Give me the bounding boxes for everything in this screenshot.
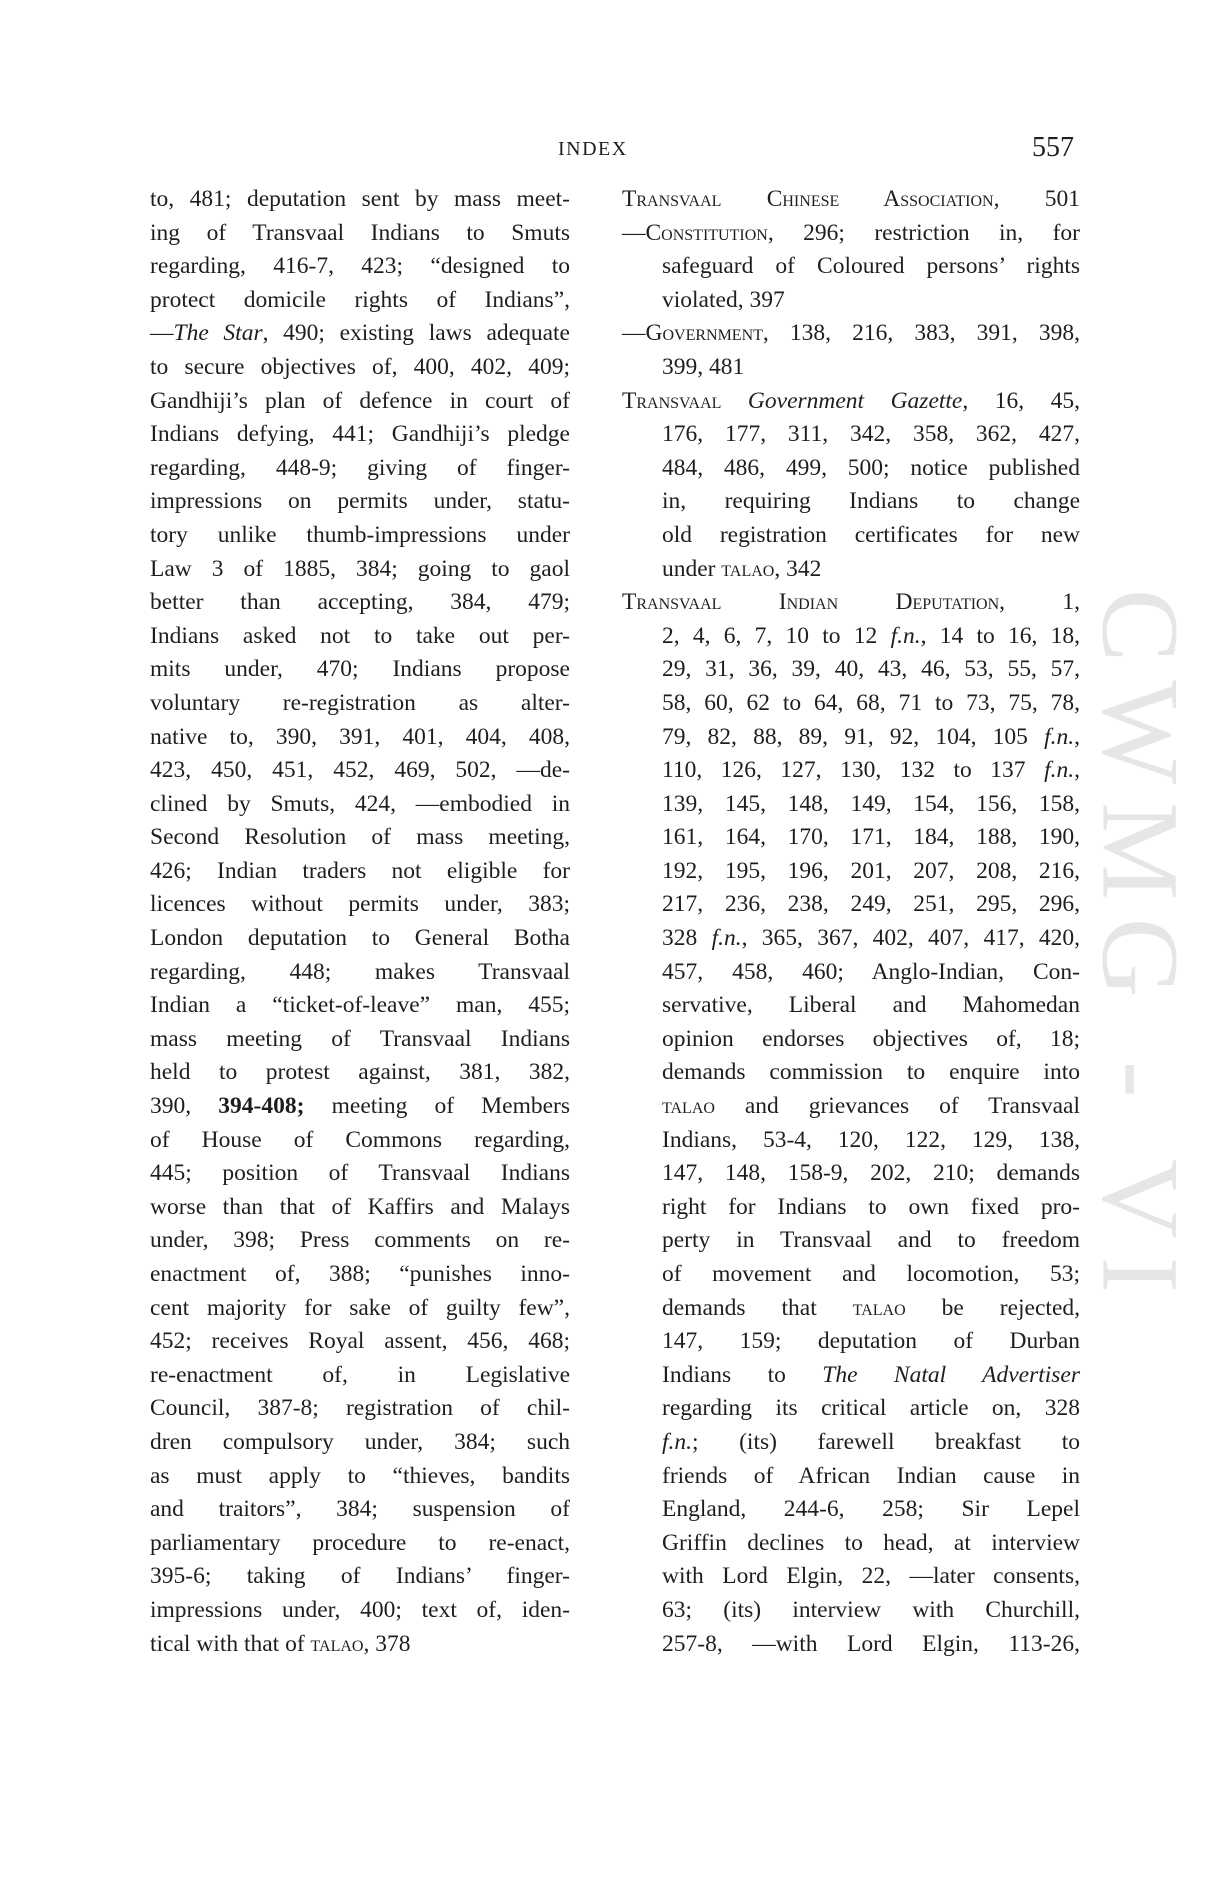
index-line: 217, 236, 238, 249, 251, 295, 296, xyxy=(662,891,1080,918)
index-line: 423, 450, 451, 452, 469, 502, —de- xyxy=(150,757,570,784)
index-line: parliamentary procedure to re-enact, xyxy=(150,1529,570,1556)
index-line: enactment of, 388; “punishes inno- xyxy=(150,1261,570,1287)
page-number: 557 xyxy=(1032,132,1074,163)
index-line: 58, 60, 62 to 64, 68, 71 to 73, 75, 78, xyxy=(662,689,1080,716)
index-line: Council, 387-8; registration of chil- xyxy=(150,1395,570,1422)
index-line: talao and grievances of Transvaal xyxy=(662,1093,1080,1120)
index-line: Indians defying, 441; Gandhiji’s pledge xyxy=(150,421,570,448)
watermark xyxy=(1080,560,1200,1340)
index-line: Transvaal Chinese Association, 501 xyxy=(622,186,1080,212)
index-line: regarding, 448; makes Transvaal xyxy=(150,958,570,985)
index-line: regarding its critical article on, 328 xyxy=(662,1395,1080,1422)
index-line: safeguard of Coloured persons’ rights xyxy=(662,253,1080,280)
index-line: 2, 4, 6, 7, 10 to 12 f.n., 14 to 16, 18, xyxy=(662,622,1081,649)
index-line: Transvaal Government Gazette, 16, 45, xyxy=(622,387,1080,414)
index-line: 452; receives Royal assent, 456, 468; xyxy=(150,1328,570,1355)
index-line: Second Resolution of mass meeting, xyxy=(150,824,570,851)
index-line: 147, 159; deputation of Durban xyxy=(662,1328,1080,1355)
index-line: native to, 390, 391, 401, 404, 408, xyxy=(150,723,570,750)
index-line: dren compulsory under, 384; such xyxy=(150,1428,570,1455)
index-line: Indians to The Natal Advertiser xyxy=(662,1361,1080,1388)
index-line: 63; (its) interview with Churchill, xyxy=(662,1596,1080,1623)
index-line: licences without permits under, 383; xyxy=(150,891,570,918)
index-line: 484, 486, 499, 500; notice published xyxy=(662,454,1080,481)
index-line: clined by Smuts, 424, —embodied in xyxy=(150,790,570,817)
page-header xyxy=(0,132,1229,166)
index-line: better than accepting, 384, 479; xyxy=(150,589,570,616)
right-column xyxy=(622,183,1080,1661)
index-line: 147, 148, 158-9, 202, 210; demands xyxy=(662,1160,1080,1187)
index-line: impressions under, 400; text of, iden- xyxy=(150,1596,570,1623)
index-line: in, requiring Indians to change xyxy=(662,488,1080,515)
index-line: right for Indians to own fixed pro- xyxy=(662,1193,1080,1220)
index-line: England, 244-6, 258; Sir Lepel xyxy=(662,1496,1080,1523)
index-line: —The Star, 490; existing laws adequate xyxy=(150,320,570,347)
index-line: opinion endorses objectives of, 18; xyxy=(662,1025,1080,1052)
index-line: 176, 177, 311, 342, 358, 362, 427, xyxy=(662,421,1080,448)
index-line: 390, 394-408; meeting of Members xyxy=(150,1093,570,1120)
index-line: f.n.; (its) farewell breakfast to xyxy=(662,1428,1080,1455)
index-line: Indians asked not to take out per- xyxy=(150,622,570,649)
index-line: to, 481; deputation sent by mass meet- xyxy=(150,186,570,212)
index-line: Indians, 53-4, 120, 122, 129, 138, xyxy=(662,1126,1080,1153)
index-line: tical with that of talao, 378 xyxy=(150,1630,411,1657)
watermark-text: CWMG - VI xyxy=(1079,588,1202,1312)
index-line: Griffin declines to head, at interview xyxy=(662,1529,1080,1556)
index-line: Indian a “ticket-of-leave” man, 455; xyxy=(150,992,570,1019)
index-line: —Constitution, 296; restriction in, for xyxy=(622,219,1080,246)
index-line: of movement and locomotion, 53; xyxy=(662,1261,1080,1287)
index-line: 139, 145, 148, 149, 154, 156, 158, xyxy=(662,790,1080,817)
index-line: regarding, 416-7, 423; “designed to xyxy=(150,253,570,280)
index-line: under, 398; Press comments on re- xyxy=(150,1227,570,1254)
index-line: held to protest against, 381, 382, xyxy=(150,1059,570,1086)
index-line: 395-6; taking of Indians’ finger- xyxy=(150,1563,570,1590)
running-title: INDEX xyxy=(558,138,628,160)
index-line: protect domicile rights of Indians”, xyxy=(150,286,570,313)
index-line: tory unlike thumb-impressions under xyxy=(150,521,570,548)
index-line: 445; position of Transvaal Indians xyxy=(150,1160,570,1187)
index-line: of House of Commons regarding, xyxy=(150,1126,570,1153)
index-line: cent majority for sake of guilty few”, xyxy=(150,1294,570,1321)
index-line: as must apply to “thieves, bandits xyxy=(150,1462,570,1489)
index-line: 192, 195, 196, 201, 207, 208, 216, xyxy=(662,857,1080,884)
index-line: 257-8, —with Lord Elgin, 113-26, xyxy=(662,1630,1080,1657)
index-line: 110, 126, 127, 130, 132 to 137 f.n., xyxy=(662,757,1080,784)
index-line: 426; Indian traders not eligible for xyxy=(150,857,570,884)
index-line: re-enactment of, in Legislative xyxy=(150,1361,570,1388)
index-line: regarding, 448-9; giving of finger- xyxy=(150,454,570,481)
index-line: ing of Transvaal Indians to Smuts xyxy=(150,219,570,246)
index-line: —Government, 138, 216, 383, 391, 398, xyxy=(622,320,1080,347)
index-line: violated, 397 xyxy=(662,286,785,313)
index-line: with Lord Elgin, 22, —later consents, xyxy=(662,1563,1080,1590)
index-line: old registration certificates for new xyxy=(662,521,1080,548)
index-line: Law 3 of 1885, 384; going to gaol xyxy=(150,555,570,582)
index-line: and traitors”, 384; suspension of xyxy=(150,1496,570,1523)
index-line: 457, 458, 460; Anglo-Indian, Con- xyxy=(662,958,1080,985)
index-line: 79, 82, 88, 89, 91, 92, 104, 105 f.n., xyxy=(662,723,1080,750)
index-line: Transvaal Indian Deputation, 1, xyxy=(622,589,1080,616)
index-line: mits under, 470; Indians propose xyxy=(150,656,570,683)
index-line: servative, Liberal and Mahomedan xyxy=(662,992,1080,1019)
index-line: mass meeting of Transvaal Indians xyxy=(150,1025,570,1052)
index-line: friends of African Indian cause in xyxy=(662,1462,1080,1489)
index-line: to secure objectives of, 400, 402, 409; xyxy=(150,353,570,380)
index-line: 29, 31, 36, 39, 40, 43, 46, 53, 55, 57, xyxy=(662,656,1080,683)
index-line: perty in Transvaal and to freedom xyxy=(662,1227,1080,1254)
index-line: impressions on permits under, statu- xyxy=(150,488,570,515)
index-line: demands that talao be rejected, xyxy=(662,1294,1080,1321)
index-line: 399, 481 xyxy=(662,353,745,380)
index-line: Gandhiji’s plan of defence in court of xyxy=(150,387,570,414)
index-line: London deputation to General Botha xyxy=(150,925,570,952)
left-column xyxy=(150,183,570,1661)
index-line: worse than that of Kaffirs and Malays xyxy=(150,1193,570,1220)
index-line: voluntary re-registration as alter- xyxy=(150,689,570,716)
index-line: 328 f.n., 365, 367, 402, 407, 417, 420, xyxy=(662,925,1081,952)
index-line: demands commission to enquire into xyxy=(662,1059,1080,1086)
index-line: 161, 164, 170, 171, 184, 188, 190, xyxy=(662,824,1080,851)
index-line: under talao, 342 xyxy=(662,555,822,582)
